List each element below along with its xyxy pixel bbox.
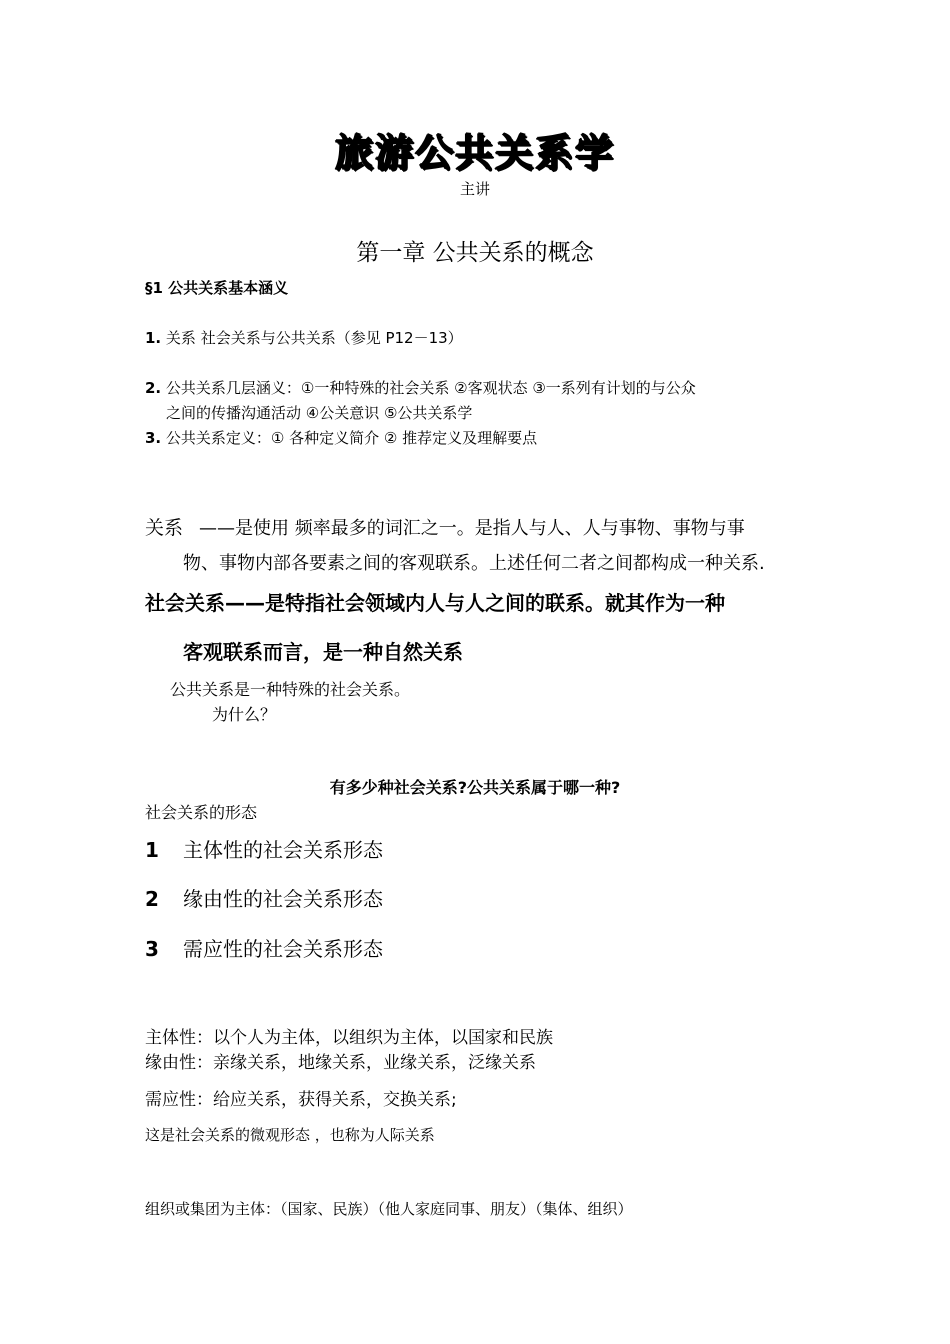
presenter-label: 主讲	[459, 180, 490, 198]
section-heading: §1 公共关系基本涵义	[145, 279, 289, 297]
relation-definition-line-2: 物、事物内部各要素之间的客观联系。上述任何二者之间都构成一种关系.	[183, 553, 765, 574]
micro-form-note: 这是社会关系的微观形态 ，也称为人际关系	[145, 1126, 435, 1144]
outline-item-3-text: 公共关系定义：① 各种定义简介 ② 推荐定义及理解要点	[165, 429, 538, 447]
relation-term: 关系	[145, 517, 184, 539]
form-item	[145, 834, 383, 863]
pr-statement: 公共关系是一种特殊的社会关系。	[170, 680, 411, 699]
outline-item-2-line-1: 公共关系几层涵义：①一种特殊的社会关系 ②客观状态 ③一系列有计划的与公众	[165, 379, 696, 397]
form-item-number: 3	[145, 937, 159, 961]
pr-question: 为什么？	[212, 705, 277, 724]
social-relation-definition-line-1: 社会关系——是特指社会领域内人与人之间的联系。就其作为一种	[145, 591, 725, 615]
form-item-text: 缘由性的社会关系形态	[183, 887, 383, 911]
relation-definition-text: ——是使用 频率最多的词汇之一。是指人与人、人与事物、事物与事	[199, 518, 745, 539]
form-item-number: 1	[145, 838, 159, 862]
outline-item-3-number: 3.	[145, 429, 162, 447]
footer-note: 组织或集团为主体：（国家、民族）（他人家庭同事、朋友）（集体、组织）	[145, 1200, 633, 1218]
form-item-text: 需应性的社会关系形态	[183, 937, 383, 961]
outline-item-2-number: 2.	[145, 379, 162, 397]
chapter-heading: 第一章 公共关系的概念	[356, 240, 594, 266]
outline-item-1	[145, 327, 463, 348]
outline-item-2	[145, 377, 696, 398]
outline-item-3	[145, 427, 537, 448]
document-title: 旅游公共关系学	[334, 131, 615, 175]
outline-item-1-text: 关系 社会关系与公共关系（参见 P12－13）	[165, 329, 463, 347]
form-item-number: 2	[145, 887, 159, 911]
outline-item-1-number: 1.	[145, 329, 162, 347]
demand-detail: 需应性：给应关系，获得关系，交换关系;	[145, 1090, 457, 1110]
form-item-text: 主体性的社会关系形态	[183, 838, 383, 862]
form-item	[145, 933, 383, 962]
relation-definition-line-1	[145, 513, 745, 540]
outline-item-2-line-2: 之间的传播沟通活动 ④公关意识 ⑤公共关系学	[166, 404, 473, 422]
cause-detail: 缘由性：亲缘关系，地缘关系，业缘关系，泛缘关系	[145, 1053, 536, 1073]
social-relation-definition-line-2: 客观联系而言，是一种自然关系	[183, 640, 463, 664]
forms-title: 社会关系的形态	[145, 803, 258, 822]
question-heading: 有多少种社会关系?公共关系属于哪一种?	[329, 778, 621, 797]
subject-detail: 主体性：以个人为主体，以组织为主体，以国家和民族	[145, 1028, 553, 1048]
form-item	[145, 883, 383, 912]
